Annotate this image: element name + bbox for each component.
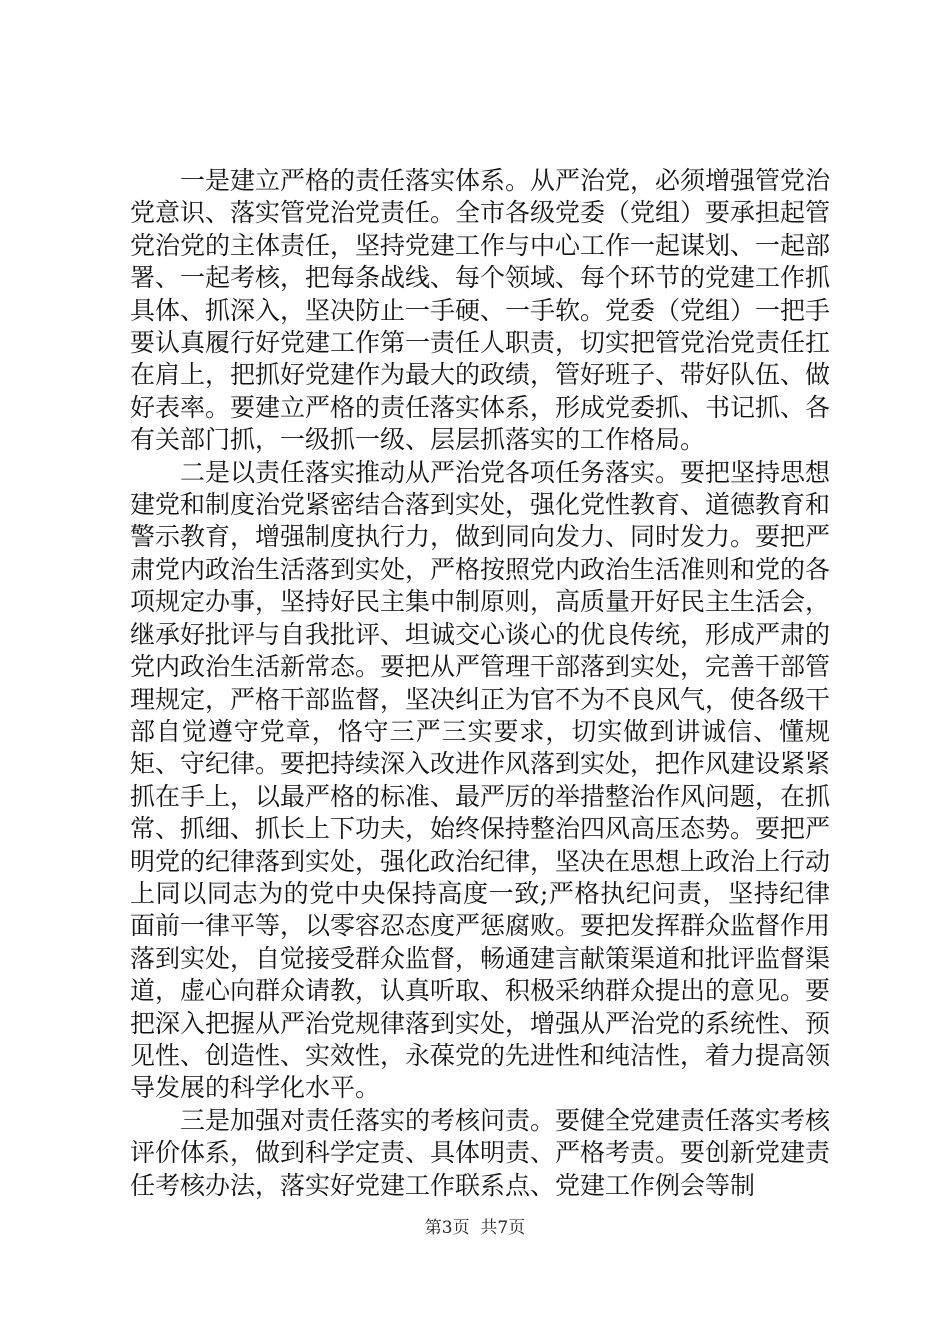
- paragraph-1: 一是建立严格的责任落实体系。从严治党，必须增强管党治党意识、落实管党治党责任。全市各级党委（党组）要承担起管党治党的主体责任，坚持党建工作与中心工作一起谋划、一起部署、一起考核，把每条战线、每个领域、每个环节的党建工作抓具体、抓深入，坚决防止一手硬、一手软。党委（党组）一把手要认真履行好党建工作第一责任人职责，切实把管党治党责任扛在肩上，把抓好党建作为最大的政绩，管好班子、带好队伍、做好表率。要建立严格的责任落实体系，形成党委抓、书记抓、各有关部门抓，一级抓一级、层层抓落实的工作格局。: [130, 166, 831, 455]
- page-number-footer: 第3页 共7页: [424, 1218, 526, 1238]
- document-body: [130, 165, 830, 1202]
- paragraph-3: 三是加强对责任落实的考核问责。要健全党建责任落实考核评价体系，做到科学定责、具体明责、严格考责。要创新党建责任考核办法，落实好党建工作联系点、党建工作例会等制: [130, 1105, 831, 1200]
- paragraph-2: 二是以责任落实推动从严治党各项任务落实。要把坚持思想建党和制度治党紧密结合落到实处，强化党性教育、道德教育和警示教育，增强制度执行力，做到同向发力、同时发力。要把严肃党内政治生活落到实处，严格按照党内政治生活准则和党的各项规定办事，坚持好民主集中制原则，高质量开好民主生活会，继承好批评与自我批评、坦诚交心谈心的优良传统，形成严肃的党内政治生活新常态。要把从严管理干部落到实处，完善干部管理规定，严格干部监督，坚决纠正为官不为不良风气，使各级干部自觉遵守党章，恪守三严三实要求，切实做到讲诚信、懂规矩、守纪律。要把持续深入改进作风落到实处，把作风建设紧紧抓在手上，以最严格的标准、最严厉的举措整治作风问题，在抓常、抓细、抓长上下功夫，始终保持整治四风高压态势。要把严明党的纪律落到实处，强化政治纪律，坚决在思想上政治上行动上同以同志为的党中央保持高度一致;严格执纪问责，坚持纪律面前一律平等，以零容忍态度严惩腐败。要把发挥群众监督作用落到实处，自觉接受群众监督，畅通建言献策渠道和批评监督渠道，虚心向群众请教，认真听取、积极采纳群众提出的意见。要把深入把握从严治党规律落到实处，增强从严治党的系统性、预见性、创造性、实效性，永葆党的先进性和纯洁性，着力提高领导发展的科学化水平。: [130, 457, 831, 1103]
